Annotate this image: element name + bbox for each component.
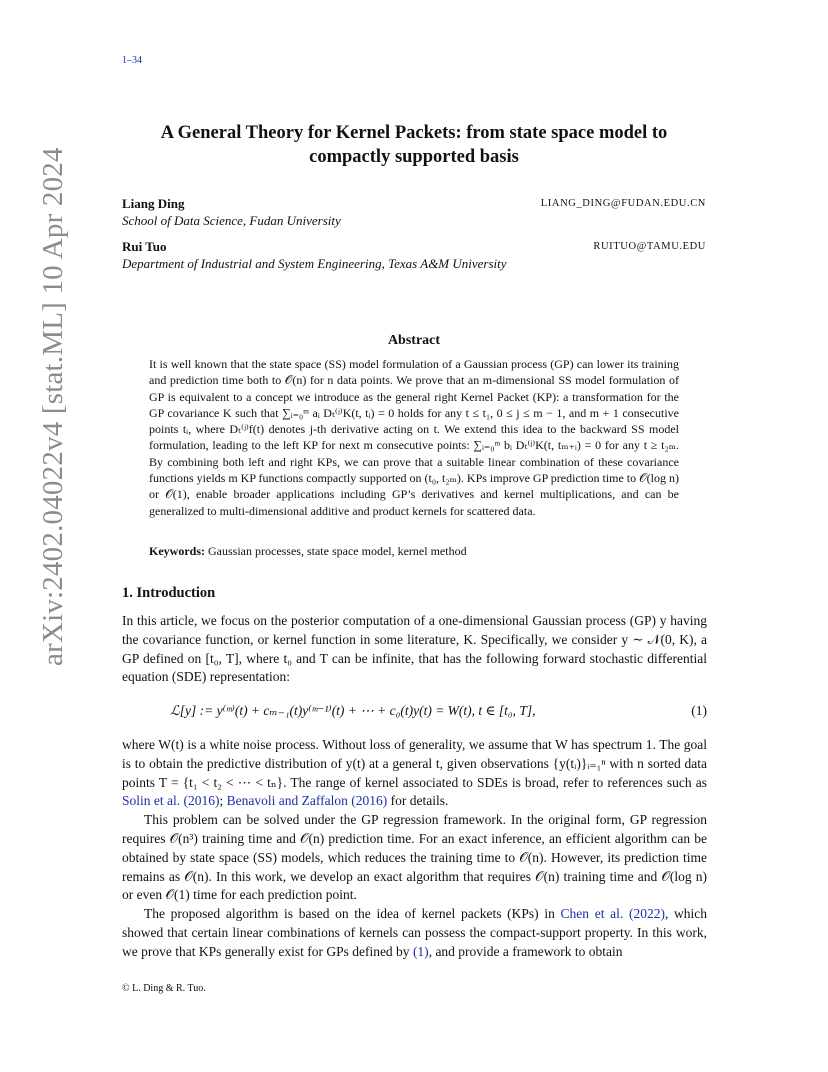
paragraph-text: The proposed algorithm is based on the idea of kernel packets (KPs) in xyxy=(144,906,561,922)
section-heading: 1. Introduction xyxy=(122,585,216,601)
title-line-1: A General Theory for Kernel Packets: from state space model to xyxy=(160,123,668,143)
paragraph-text: where W(t) is a white noise process. Without loss of generality, we assume that W has spectrum 1. The goal is to obtain the predictive distribution of y(t) at a general t, given observations {y(tᵢ)}ᵢ₌₁ⁿ with n sorted data points T = {t₁ < t₂ < ⋯ < tₙ}. The range of kernel associated to SDEs is broad, refer to references such as xyxy=(122,737,707,790)
keywords xyxy=(149,544,679,559)
equation-number: (1) xyxy=(691,703,707,718)
paragraph: This problem can be solved under the GP regression framework. In the original form, GP regression requires 𝒪(n³) training time and 𝒪(n) prediction time. For an exact inference, an efficient algorithm can be obtained by state space (SS) models, which reduces the training time to 𝒪(n). However, its prediction time remains as 𝒪(n). In this work, we develop an exact algorithm that requires 𝒪(n) training time and 𝒪(log n) or even 𝒪(1) time for each prediction point. xyxy=(122,812,707,903)
citation-link[interactable]: Benavoli and Zaffalon xyxy=(226,793,348,809)
author-name: Rui Tuo xyxy=(122,239,167,254)
author-affiliation: Department of Industrial and System Engineering, Texas A&M University xyxy=(122,256,507,271)
copyright-footer: © L. Ding & R. Tuo. xyxy=(122,983,206,994)
citation-link[interactable]: Solin et al. xyxy=(122,793,181,809)
paragraph-text: , and provide a framework to obtain xyxy=(428,943,623,959)
equation-reference-link[interactable]: (1) xyxy=(412,943,429,959)
abstract-heading: Abstract xyxy=(387,333,441,348)
author-email[interactable]: LIANG_DING@FUDAN.EDU.CN xyxy=(540,198,706,209)
paragraph-text: for details. xyxy=(387,793,449,809)
author-email[interactable]: RUITUO@TAMU.EDU xyxy=(593,241,706,252)
author-block-1 xyxy=(122,195,706,229)
paragraph: where W(t) is a white noise process. Without loss of generality, we assume that W has spectrum 1. The goal is to obtain the predictive distribution of y(t) at a general t, given observations {y(tᵢ)}ᵢ₌₁ⁿ with n sorted data points T = {t₁ < t₂ < ⋯ < tₙ}. The range of kernel associated to SDEs is broad, refer to references such as Solin et al. (2016); Benavoli and Zaffalon (2016) for details. xyxy=(122,737,707,809)
author-affiliation: School of Data Science, Fudan University xyxy=(122,213,341,228)
intro-body xyxy=(122,736,707,962)
abstract-text: It is well known that the state space (SS) model formulation of a Gaussian process (GP) can lower its training and prediction time both to 𝒪(n) for n data points. We prove that an m-dimensional SS model formulation of GP is equivalent to a concept we introduce as the general right Kernel Packet (KP): a transformation for the GP covariance K such that ∑ᵢ₌₀ᵐ aᵢ Dₜ⁽ʲ⁾K(t, tᵢ) = 0 holds for any t ≤ t₁, 0 ≤ j ≤ m − 1, and m + 1 consecutive points tᵢ, where Dₜ⁽ʲ⁾f(t) denotes j-th derivative acting on t. We extend this idea to the backward SS model formulation, leading to the left KP for next m consecutive points: ∑ᵢ₌₀ᵐ bᵢ Dₜ⁽ʲ⁾K(t, tₘ₊ᵢ) = 0 for any t ≥ t₂ₘ. By combining both left and right KPs, we can prove that a suitable linear combination of these covariance functions yields m KP functions compactly supported on (t₀, t₂ₘ). KPs improve GP prediction time to 𝒪(log n) or 𝒪(1), enable broader applications including GP’s derivatives and kernel multiplications, and can be generalized to multi-dimensional additive and product kernels for scattered data. xyxy=(149,357,679,518)
equation-1 xyxy=(170,703,707,719)
paragraph-text: , which showed that certain linear combinations of kernels can possess the compact-support property. In this work, we prove that KPs generally exist for GPs defined by xyxy=(122,906,708,959)
title-line-2: compactly supported basis xyxy=(309,147,519,167)
keywords-list: Gaussian processes, state space model, kernel method xyxy=(208,544,467,558)
citation-link[interactable]: Chen et al. xyxy=(560,906,624,922)
citation-year-link[interactable]: (2016) xyxy=(183,793,220,809)
citation-year-link[interactable]: (2022) xyxy=(628,906,665,922)
arxiv-stamp: arXiv:2402.04022v4 [stat.ML] 10 Apr 2024 xyxy=(37,147,69,666)
paragraph xyxy=(122,905,707,961)
equation-body: ℒ[y] := y⁽ᵐ⁾(t) + cₘ₋₁(t)y⁽ᵐ⁻¹⁾(t) + ⋯ + c₀(t)y(t) = W(t), t ∈ [t₀, T], xyxy=(170,703,536,718)
keywords-label: Keywords: xyxy=(149,544,205,558)
author-name: Liang Ding xyxy=(122,196,185,211)
author-block-2 xyxy=(122,238,706,272)
paper-title xyxy=(122,121,706,169)
page-number: 1–34 xyxy=(122,55,142,66)
intro-paragraph-1 xyxy=(122,612,707,687)
paragraph: In this article, we focus on the posterior computation of a one-dimensional Gaussian process (GP) y having the covariance function, or kernel function in some literature, K. Specifically, we consider y ∼ 𝒩(0, K), a GP defined on [t₀, T], where t₀ and T can be infinite, that has the following forward stochastic differential equation (SDE) representation: xyxy=(122,613,707,685)
citation-year-link[interactable]: (2016) xyxy=(351,793,388,809)
